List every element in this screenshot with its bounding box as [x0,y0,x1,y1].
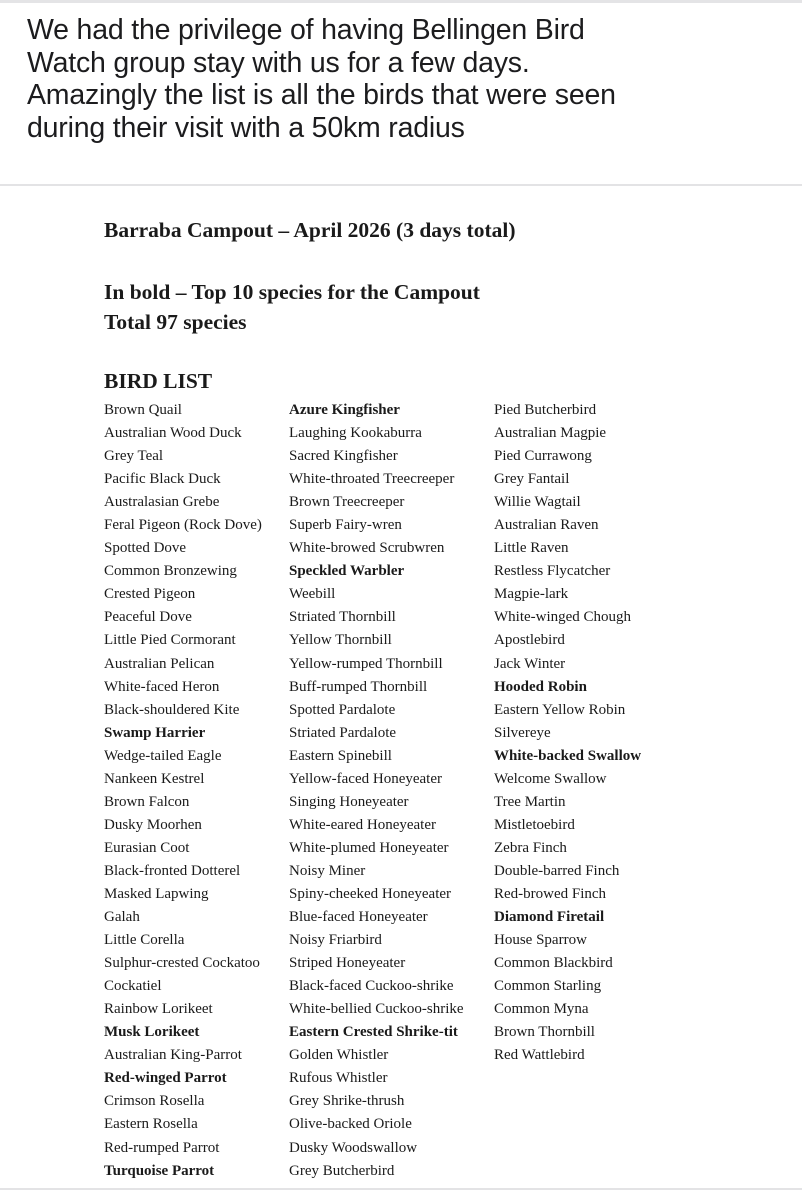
bird-list-item: Black-fronted Dotterel [104,862,241,879]
top-divider [0,0,802,3]
bird-list-item: Brown Thornbill [494,1024,595,1041]
bird-list-item-top10: Diamond Firetail [494,909,605,926]
bird-list-item: White-bellied Cuckoo-shrike [289,1001,464,1018]
bird-list-item: Sacred Kingfisher [289,448,398,465]
bird-list-item: Laughing Kookaburra [289,425,422,442]
bird-list-item: Common Starling [494,978,602,995]
bird-list-item: Apostlebird [494,632,565,649]
bird-list-item: Common Myna [494,1001,589,1018]
bird-list-item: Eastern Yellow Robin [494,701,626,718]
bird-list-item: Nankeen Kestrel [104,770,205,787]
bird-list-item-top10: Speckled Warbler [289,563,405,580]
bird-list-item: Brown Quail [104,402,182,418]
bird-list-item: White-winged Chough [494,609,632,626]
bird-list-item: Common Blackbird [494,955,613,972]
document-subtitle-total: Total 97 species [104,310,247,334]
bird-list-item: Grey Teal [104,448,164,465]
bird-list-item: Zebra Finch [494,839,567,856]
bird-list-item: Magpie-lark [494,586,569,603]
bird-list-item: White-throated Treecreeper [289,471,455,488]
bird-list-item: Olive-backed Oriole [289,1116,412,1133]
bird-list-item: Australian Pelican [104,655,215,672]
post-text-line: Watch group stay with us for a few days. [27,46,530,79]
bird-list-item-top10: Red-winged Parrot [104,1070,227,1087]
bird-list-item: Noisy Miner [289,862,366,879]
bird-list-item: Red-rumped Parrot [104,1139,220,1156]
bird-list-item: Eastern Rosella [104,1116,198,1133]
bird-list-item: Little Pied Cormorant [104,632,236,649]
bird-list-item: Australian Raven [494,517,599,534]
bird-list-item-top10: Hooded Robin [494,678,587,695]
bird-list-item: Willie Wagtail [494,494,581,511]
bird-list-item: Weebill [289,586,336,603]
bird-list-item: Common Bronzewing [104,563,237,580]
bird-list-item-top10: Turquoise Parrot [104,1162,215,1179]
bird-list-item-top10: Musk Lorikeet [104,1024,200,1041]
bird-list-item: Black-shouldered Kite [104,701,240,718]
bird-list-image[interactable] [0,186,802,1188]
bird-list-item: Grey Butcherbird [289,1162,395,1179]
bird-list-item: Yellow-rumped Thornbill [289,655,443,672]
bird-list-item-top10: Azure Kingfisher [289,402,400,418]
bird-list-item: Feral Pigeon (Rock Dove) [104,517,262,534]
bird-list-item: Peaceful Dove [104,609,192,626]
post-text-line: We had the privilege of having Bellingen Bird [27,14,585,46]
bottom-divider [0,1188,802,1190]
bird-list-item: Singing Honeyeater [289,793,409,810]
document-title: Barraba Campout – April 2026 (3 days total) [104,218,516,242]
bird-list-item: Dusky Moorhen [104,816,202,833]
bird-list-item: Welcome Swallow [494,770,607,787]
bird-list-item: Wedge-tailed Eagle [104,747,222,764]
bird-column-2 [289,399,464,1183]
bird-list-item: Tree Martin [494,793,566,810]
post-text-line: during their visit with a 50km radius [27,111,465,144]
bird-list-item: Sulphur-crested Cockatoo [104,955,260,972]
bird-column-1 [104,399,262,1183]
bird-list-item: Spotted Pardalote [289,701,396,718]
bird-list-item: Superb Fairy-wren [289,517,402,534]
bird-list-item: Australasian Grebe [104,494,220,511]
bird-list-item: Crested Pigeon [104,586,196,603]
post-text [27,14,787,144]
bird-list-item: Yellow Thornbill [289,632,392,649]
bird-list-item: White-faced Heron [104,678,220,695]
bird-list-item: Masked Lapwing [104,885,209,902]
bird-list-item-top10: Swamp Harrier [104,724,206,741]
bird-list-item: White-eared Honeyeater [289,816,436,833]
bird-list-item: Grey Fantail [494,471,570,488]
bird-list-item: Striated Pardalote [289,724,397,741]
bird-list-item: Blue-faced Honeyeater [289,909,428,926]
bird-list-item: Jack Winter [494,655,566,672]
bird-list-item: Restless Flycatcher [494,563,611,580]
bird-list-item: Galah [104,909,140,926]
bird-list-item-top10: White-backed Swallow [494,747,642,764]
bird-list-item: Rainbow Lorikeet [104,1001,213,1018]
bird-list-item: Spotted Dove [104,540,187,557]
bird-list-item: Noisy Friarbird [289,932,382,949]
bird-list-item: Australian Wood Duck [104,425,242,442]
bird-list-item: Eastern Spinebill [289,747,392,764]
bird-list-item: Little Corella [104,932,185,949]
bird-list-item: White-browed Scrubwren [289,540,445,557]
bird-list-item: Grey Shrike-thrush [289,1093,405,1110]
document-subtitle-top10: In bold – Top 10 species for the Campout [104,280,480,304]
bird-list-item: Crimson Rosella [104,1093,205,1110]
bird-column-3 [494,399,641,1067]
bird-list-item: Yellow-faced Honeyeater [289,770,442,787]
bird-list-item: Australian Magpie [494,425,607,442]
bird-list-item: Black-faced Cuckoo-shrike [289,978,454,995]
bird-list-item: Little Raven [494,540,569,557]
bird-list-item: Pacific Black Duck [104,471,221,488]
bird-list-item-top10: Eastern Crested Shrike-tit [289,1024,458,1041]
bird-list-item: Brown Falcon [104,793,190,810]
bird-list-item: Striped Honeyeater [289,955,406,972]
bird-list-item: Red Wattlebird [494,1047,585,1064]
bird-list-item: Mistletoebird [494,816,575,833]
bird-list-item: Red-browed Finch [494,885,607,902]
bird-list-item: Double-barred Finch [494,862,620,879]
bird-list-item: Pied Currawong [494,448,592,465]
bird-list-heading: BIRD LIST [104,369,213,393]
bird-list-item: Buff-rumped Thornbill [289,678,428,695]
bird-list-item: Eurasian Coot [104,839,190,856]
bird-list-item: Cockatiel [104,978,162,995]
bird-list-item: Golden Whistler [289,1047,389,1064]
bird-list-item: Dusky Woodswallow [289,1139,418,1156]
post-text-line: Amazingly the list is all the birds that were seen [27,79,616,111]
bird-list-item: Striated Thornbill [289,609,396,626]
bird-list-item: House Sparrow [494,932,587,949]
bird-list-item: Spiny-cheeked Honeyeater [289,885,452,902]
bird-list-item: Rufous Whistler [289,1070,388,1087]
bird-list-item: Silvereye [494,724,551,741]
bird-list-item: Brown Treecreeper [289,494,405,511]
bird-list-item: Australian King-Parrot [104,1047,242,1064]
bird-list-item: Pied Butcherbird [494,402,597,418]
bird-list-item: White-plumed Honeyeater [289,839,449,856]
